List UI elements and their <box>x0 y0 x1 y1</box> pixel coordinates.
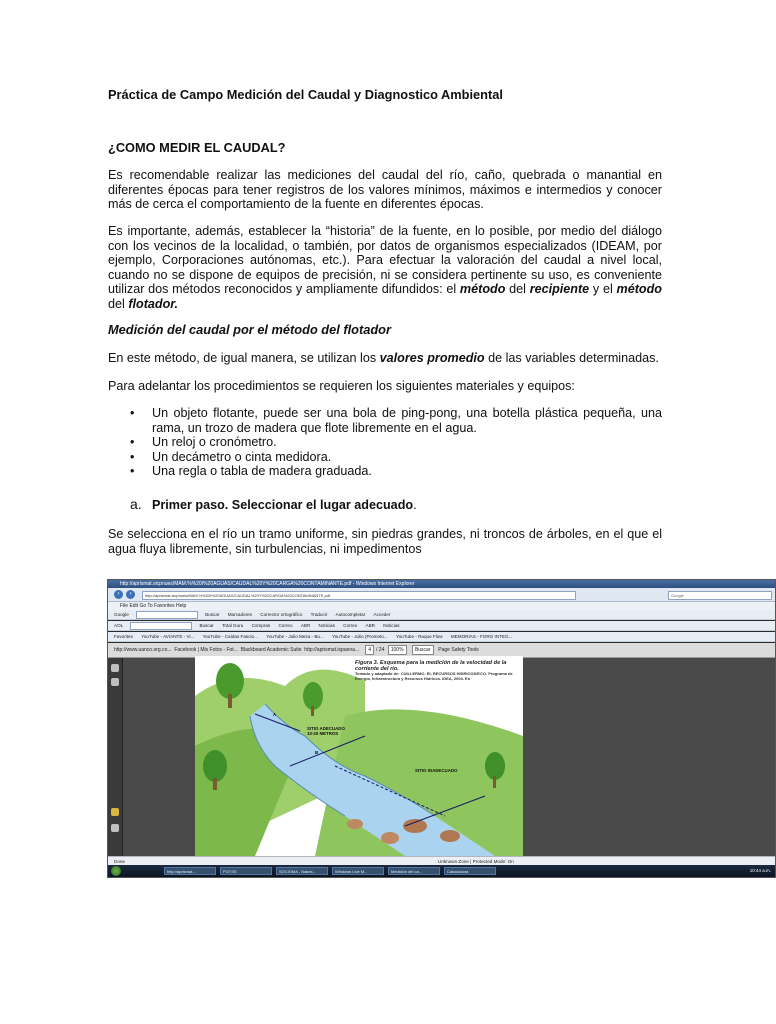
menu-bar: File Edit Go To Favorites Help <box>108 602 775 610</box>
taskbar-button: SOCIOMA - Nakes... <box>276 867 328 875</box>
label-good-site: SITIO ADECUADO 10-20 METROS <box>307 726 345 736</box>
favorites-bar: Favorites YouTube - AVIANTE - Vi... YouTube - Caídas Fascio... YouTube - Julio Meza - Bu... YouTube - Julio (Prometo... YouTube - Raque Flow MEMORIAS - FORO INTEG... <box>108 632 775 642</box>
pages-icon <box>111 664 119 672</box>
figure-caption: Figura 3. Esquema para la medición de la velocidad de la corriente del río. Tomado y adaptado de: CUILLERMO. EL RECURSOS HIDRICOS/ECO. Programa de Energía, Infraestructura y Recursos Hídricos. IDEA, 2004. En <box>355 660 513 681</box>
status-bar: Done Unknown Zone | Protected Mode: On <box>108 856 775 865</box>
paragraph-materials-intro: Para adelantar los procedimientos se requieren los siguientes materiales y equipos: <box>108 379 575 393</box>
list-item: • Una regla o tabla de madera graduada. <box>130 464 372 479</box>
taskbar-button: POTSS <box>220 867 272 875</box>
paragraph-site-selection: Se selecciona en el río un tramo uniforme, sin piedras grandes, ni troncos de árboles, en el que el agua fluya libremente, sin turbulencias, ni impedimentos <box>108 527 662 556</box>
river-illustration <box>195 656 523 856</box>
embedded-browser-screenshot <box>107 579 776 878</box>
paragraph-averages: En este método, de igual manera, se utilizan los valores promedio de las variables determinadas. <box>108 351 659 365</box>
attachments-icon <box>111 678 119 686</box>
start-icon <box>111 866 121 876</box>
emphasis-valores-promedio: valores promedio <box>379 351 485 365</box>
clip-icon <box>111 824 119 832</box>
label-bad-site: SITIO INADECUADO <box>415 768 458 773</box>
back-icon: ‹ <box>114 590 123 599</box>
materials-list <box>130 406 662 479</box>
comment-icon <box>111 808 119 816</box>
taskbar-clock: 10:44 a.m. <box>749 868 771 873</box>
taskbar-button: Medición del ca... <box>388 867 440 875</box>
list-item: • Un objeto flotante, puede ser una bola de ping-pong, una botella plástica pequeña, una rama, un trozo de madera que flote libremente en el agua. <box>130 406 662 435</box>
windows-taskbar <box>108 865 775 877</box>
search-field: Google <box>668 591 772 600</box>
list-item: • Un reloj o cronómetro. <box>130 435 277 450</box>
address-bar <box>108 588 775 602</box>
tabs-and-pdf-toolbar: http://www.uanco.org.co... Facebook | Mis Fotos - Fot... Blackboard Academic Suite http://aprismat.ispuena... 4 / 24 100% Buscar Page Safety Tools <box>108 643 775 658</box>
paragraph-history: Es importante, además, establecer la “historia” de la fuente, en lo posible, por medio del diálogo con los vecinos de la localidad, o también, por datos de organismos especializados (IDEAM, por ejemplo, Corporaciones autónomas, etc.). Para efectuar la valoración del caudal a nivel local, cuando no se dispone de equipos de precisión, ni se considera pertinente su uso, es conveniente utilizar dos métodos reconocidos y ampliamente difundidos: el método del recipiente y el método del flotador. <box>108 224 662 311</box>
step-letter: a. <box>130 496 142 512</box>
bullet-icon: • <box>130 449 135 464</box>
window-titlebar: http://aprismat.sicpnues/MAM.%%20I%20AGUAS/CAUDAL%20Y%20CARGA%20CONTAMINANTE.pdf - Windows Internet Explorer <box>108 580 775 588</box>
emphasis-metodo: método <box>459 282 506 297</box>
step-a-heading: a. Primer paso. Seleccionar el lugar adecuado. <box>130 496 417 512</box>
emphasis-metodo-2: método <box>616 282 662 297</box>
bullet-icon: • <box>130 435 135 450</box>
pdf-viewer <box>123 658 775 856</box>
bullet-icon: • <box>130 406 135 420</box>
taskbar-button: http://aprismat... <box>164 867 216 875</box>
list-item: • Un decámetro o cinta medidora. <box>130 449 332 464</box>
subsection-heading: Medición del caudal por el método del flotador <box>108 322 391 337</box>
url-field: http://aprismat.sicpnues/MAM.%%20I%20AGUAS/CAUDAL%20Y%20CARGA%20CONTAMINANTE.pdf <box>142 591 576 600</box>
google-toolbar: Google Buscar Marcadores Corrector ortográfico Traducir Autocompletar Acceder <box>108 610 775 620</box>
taskbar-button: Calculadora <box>444 867 496 875</box>
taskbar-button: Windows Live M... <box>332 867 384 875</box>
emphasis-flotador: flotador. <box>128 296 178 311</box>
label-point-b: B <box>315 750 319 755</box>
pdf-sidebar <box>108 658 123 856</box>
pdf-page <box>195 656 523 856</box>
label-point-a: A <box>273 712 277 717</box>
section-heading: ¿COMO MEDIR EL CAUDAL? <box>108 140 286 155</box>
document-title: Práctica de Campo Medición del Caudal y Diagnostico Ambiental <box>108 87 503 102</box>
aol-toolbar: AOL Buscar Total Guru Compras Correo ABR Noticias Correo ABR Noticias <box>108 621 775 631</box>
paragraph-records: Es recomendable realizar las mediciones del caudal del río, caño, quebrada o manantial en diferentes épocas para tener registros de los valores mínimos, máximos e intermedios y conocer más de cerca el comportamiento de la fuente en diferentes épocas. <box>108 168 662 212</box>
emphasis-recipiente: recipiente <box>529 282 590 297</box>
forward-icon: › <box>126 590 135 599</box>
bullet-icon: • <box>130 464 135 479</box>
